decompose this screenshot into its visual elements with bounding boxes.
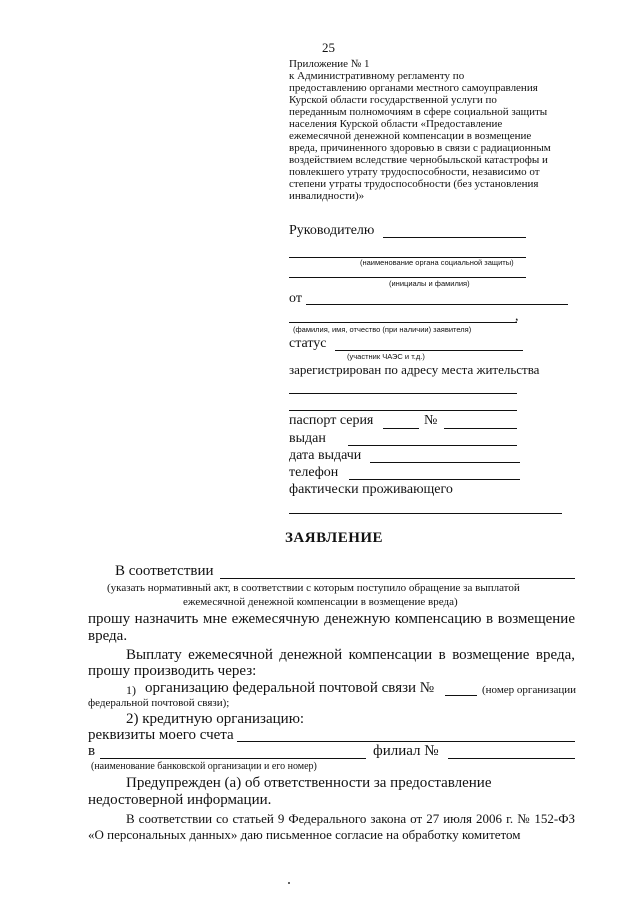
- appendix-line: переданным полномочиям в сфере социальной защиты: [289, 106, 548, 118]
- status-line[interactable]: [335, 350, 523, 351]
- payment-line-2: прошу производить через:: [88, 663, 257, 679]
- appendix-line: воздействием вследствие чернобыльской катастрофы и: [289, 154, 548, 166]
- document-title: ЗАЯВЛЕНИЕ: [285, 530, 384, 546]
- fio-hint: (фамилия, имя, отчество (при наличии) заявителя): [293, 325, 472, 334]
- head-label: Руководителю: [289, 223, 375, 238]
- scan-speck: [288, 882, 290, 884]
- appendix-line: к Административному регламенту по: [289, 70, 465, 82]
- residing-line[interactable]: [289, 513, 562, 514]
- payment-line-1: Выплату ежемесячной денежной компенсации в возмещение вреда,: [126, 647, 575, 663]
- organ-hint: (наименование органа социальной защиты): [360, 258, 514, 267]
- account-label: реквизиты моего счета: [88, 727, 234, 743]
- appendix-line: инвалидности)»: [289, 190, 365, 202]
- address-line-1[interactable]: [289, 393, 517, 394]
- number-sign: №: [424, 413, 438, 428]
- according-hint-2: ежемесячной денежной компенсации в возмещение вреда): [183, 596, 458, 608]
- appendix-line: вреда, причиненного здоровью в связи с радиационным: [289, 142, 551, 154]
- passport-series-line[interactable]: [383, 428, 419, 429]
- request-line-1: прошу назначить мне ежемесячную денежную компенсацию в возмещение: [88, 611, 575, 627]
- from-label: от: [289, 291, 302, 306]
- initials-line[interactable]: [289, 277, 526, 278]
- option1-hint-a: (номер организации: [482, 684, 576, 696]
- branch-number-line[interactable]: [448, 758, 575, 759]
- head-name-line[interactable]: [383, 237, 526, 238]
- issued-line[interactable]: [348, 445, 517, 446]
- registered-label: зарегистрирован по адресу места жительства: [289, 362, 540, 377]
- appendix-line: Курской области государственной услуги по: [289, 94, 497, 106]
- according-line[interactable]: [220, 578, 575, 579]
- status-label: статус: [289, 336, 327, 351]
- residing-label: фактически проживающего: [289, 482, 453, 497]
- branch-label: филиал №: [373, 743, 439, 759]
- address-line-2[interactable]: [289, 410, 517, 411]
- passport-number-line[interactable]: [444, 428, 517, 429]
- phone-label: телефон: [289, 465, 339, 480]
- warned-line-1: Предупрежден (а) об ответственности за предоставление: [126, 775, 492, 791]
- status-hint: (участник ЧАЭС и т.д.): [347, 352, 425, 361]
- consent-line-1: В соответствии со статьей 9 Федерального закона от 27 июля 2006 г. № 152-ФЗ: [126, 811, 575, 826]
- in-label: в: [88, 743, 96, 759]
- option2-text: 2) кредитную организацию:: [126, 711, 305, 727]
- appendix-line: Приложение № 1: [289, 58, 370, 70]
- initials-hint: (инициалы и фамилия): [389, 279, 470, 288]
- consent-line-2: «О персональных данных» даю письменное согласие на обработку комитетом: [88, 827, 521, 842]
- appendix-line: степени утраты трудоспособности (без установления: [289, 178, 539, 190]
- issue-date-label: дата выдачи: [289, 448, 362, 463]
- appendix-line: предоставлению органами местного самоуправления: [289, 82, 538, 94]
- bank-name-line[interactable]: [100, 758, 366, 759]
- bank-hint: (наименование банковской организации и его номер): [91, 761, 317, 772]
- according-hint-1: (указать нормативный акт, в соответствии с которым поступило обращение за выплатой: [107, 582, 520, 594]
- passport-label: паспорт серия: [289, 413, 374, 428]
- appendix-line: населения Курской области «Предоставление: [289, 118, 503, 130]
- account-line[interactable]: [237, 741, 575, 742]
- appendix-line: повлекшего утрату трудоспособности, независимо от: [289, 166, 540, 178]
- request-line-2: вреда.: [88, 628, 128, 644]
- warned-line-2: недостоверной информации.: [88, 792, 272, 808]
- option1-number: 1): [126, 683, 136, 697]
- from-line[interactable]: [306, 304, 568, 305]
- issue-date-line[interactable]: [370, 462, 520, 463]
- appendix-line: ежемесячной денежной компенсации в возмещение: [289, 130, 532, 142]
- issued-label: выдан: [289, 431, 326, 446]
- post-office-number-line[interactable]: [445, 695, 477, 696]
- fio-line[interactable]: [289, 322, 517, 323]
- page-number: 25: [322, 40, 335, 55]
- option1-hint-b: федеральной почтовой связи);: [88, 697, 230, 709]
- fio-comma: ,: [515, 309, 519, 324]
- option1-text: организацию федеральной почтовой связи №: [145, 680, 435, 696]
- phone-line[interactable]: [349, 479, 520, 480]
- according-label: В соответствии: [115, 563, 214, 579]
